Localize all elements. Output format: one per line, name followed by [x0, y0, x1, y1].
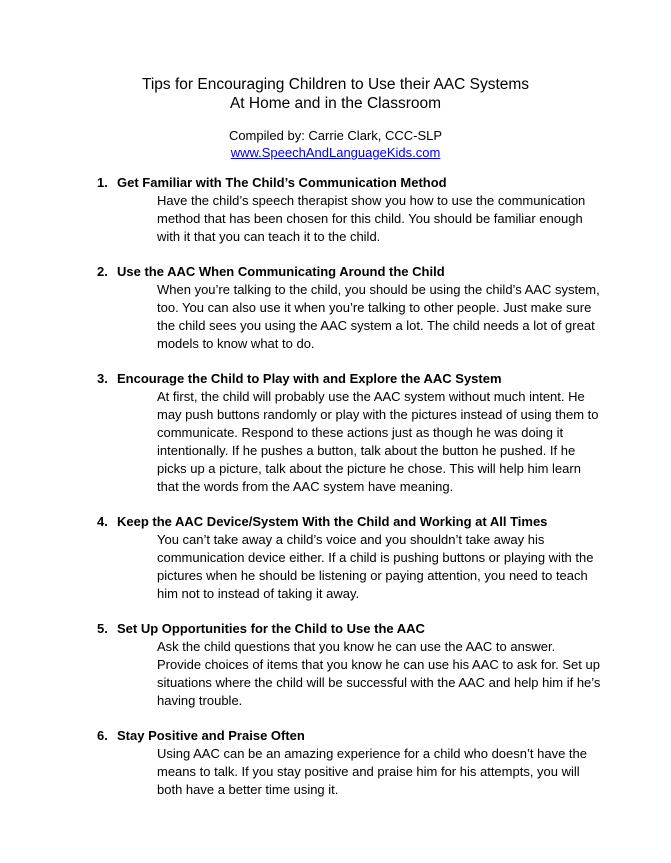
tip-number-4: 4.	[97, 514, 108, 529]
tip-item-5	[97, 620, 617, 710]
tip-item-6	[97, 727, 617, 799]
tip-body-6: Using AAC can be an amazing experience for a child who doesn’t have the means to talk. If you stay positive and praise him for his attempts, you will both have a better time using it.	[157, 746, 587, 797]
tip-heading-2	[97, 263, 617, 281]
tip-heading-5	[97, 620, 617, 638]
tip-heading-text-2: Use the AAC When Communicating Around the Child	[117, 264, 445, 279]
compiled-by: Compiled by: Carrie Clark, CCC-SLP	[228, 128, 443, 143]
document-title	[0, 75, 671, 113]
website-link[interactable]: www.SpeechAndLanguageKids.com	[230, 145, 441, 160]
tip-heading-text-4: Keep the AAC Device/System With the Child and Working at All Times	[117, 514, 548, 529]
tip-number-6: 6.	[97, 728, 108, 743]
tip-item-4	[97, 513, 617, 603]
tip-heading-1	[97, 174, 617, 192]
tip-heading-6	[97, 727, 617, 745]
tip-item-1	[97, 174, 617, 246]
tips-list	[97, 174, 617, 799]
tip-body-2: When you’re talking to the child, you should be using the child’s AAC system, too. You can also use it when you’re talking to other people. Just make sure the child sees you using the AAC system a lot. The child needs a lot of great models to know what to do.	[157, 282, 600, 351]
tip-number-3: 3.	[97, 371, 108, 386]
title-line-1: Tips for Encouraging Children to Use their AAC Systems	[141, 76, 530, 93]
tip-number-5: 5.	[97, 621, 108, 636]
tip-item-2	[97, 263, 617, 353]
tip-heading-text-3: Encourage the Child to Play with and Explore the AAC System	[117, 371, 502, 386]
tip-body-3: At first, the child will probably use the AAC system without much intent. He may push buttons randomly or play with the pictures instead of using them to communicate. Respond to these actions just as though he was doing it intentionally. If he pushes a button, talk about the button he pushed. If he picks up a picture, talk about the picture he chose. This will help him learn that the words from the AAC system have meaning.	[157, 389, 599, 494]
tip-heading-text-6: Stay Positive and Praise Often	[117, 728, 305, 743]
tip-body-5: Ask the child questions that you know he can use the AAC to answer. Provide choices of items that you know he can use his AAC to ask for. Set up situations where the child will be successful with the AAC and help him if he’s having trouble.	[157, 639, 601, 708]
tip-heading-text-5: Set Up Opportunities for the Child to Use the AAC	[117, 621, 425, 636]
credit-block	[0, 127, 671, 161]
tip-number-2: 2.	[97, 264, 108, 279]
tip-number-1: 1.	[97, 175, 108, 190]
tip-body-1: Have the child’s speech therapist show you how to use the communication method that has been chosen for this child. You should be familiar enough with it that you can teach it to the child.	[157, 193, 586, 244]
tip-heading-3	[97, 370, 617, 388]
tip-body-4: You can’t take away a child’s voice and you shouldn’t take away his communication device either. If a child is pushing buttons or playing with the pictures when he should be listening or paying attention, you need to teach him not to instead of taking it away.	[157, 532, 594, 601]
title-line-2: At Home and in the Classroom	[229, 95, 442, 112]
tip-item-3	[97, 370, 617, 496]
tip-heading-4	[97, 513, 617, 531]
tip-heading-text-1: Get Familiar with The Child’s Communication Method	[117, 175, 447, 190]
